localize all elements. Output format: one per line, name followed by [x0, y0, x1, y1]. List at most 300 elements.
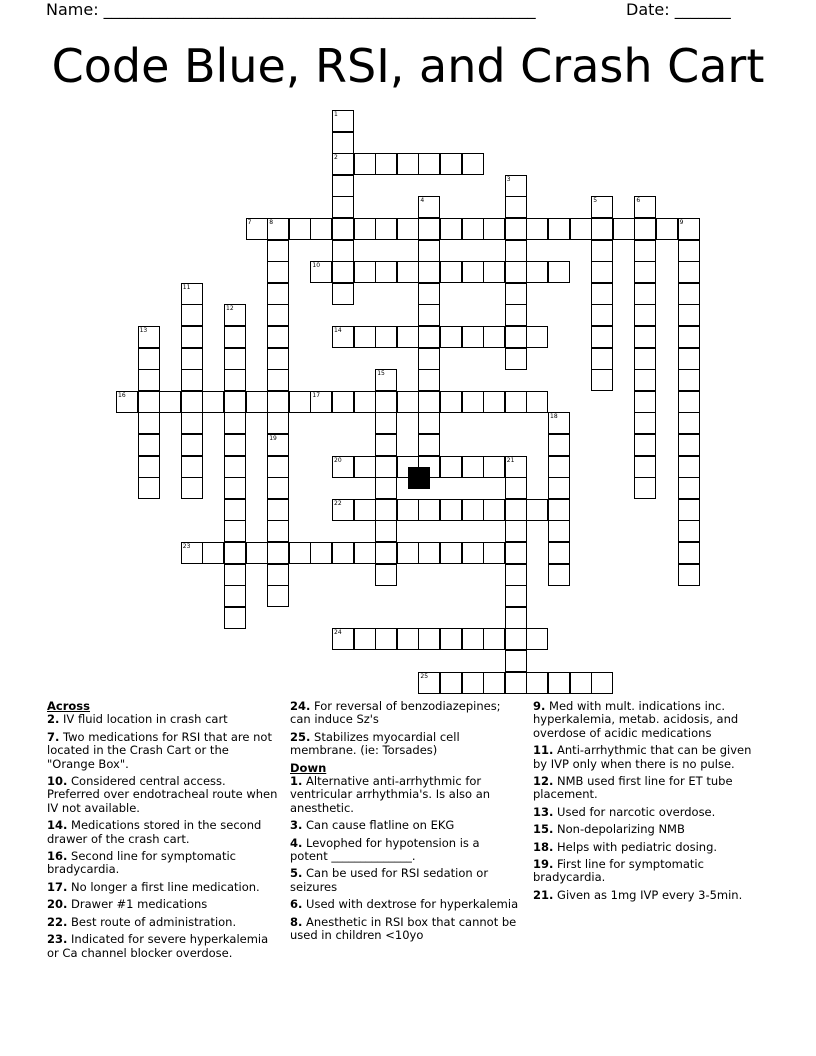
grid-cell[interactable]	[505, 326, 527, 348]
grid-cell[interactable]	[224, 499, 246, 521]
grid-cell[interactable]	[289, 218, 311, 240]
clue-number: 21	[506, 456, 515, 464]
grid-cell[interactable]	[397, 628, 419, 650]
grid-cell[interactable]	[138, 477, 160, 499]
grid-cell[interactable]	[591, 240, 613, 262]
grid-cell[interactable]	[354, 499, 376, 521]
grid-cell[interactable]	[354, 261, 376, 283]
clue-number: 3	[506, 175, 511, 183]
grid-cell[interactable]	[591, 326, 613, 348]
clue-down-12: 12. NMB used first line for ET tube placement.	[533, 774, 733, 802]
grid-cell[interactable]	[332, 456, 354, 478]
clue-number: 9	[679, 219, 684, 226]
grid-cell[interactable]	[678, 434, 700, 456]
grid-cell[interactable]	[548, 434, 570, 456]
grid-cell[interactable]	[267, 542, 289, 564]
clue-down-8: 8. Anesthetic in RSI box that cannot be used in children <10yo	[290, 914, 517, 943]
grid-cell[interactable]	[159, 391, 181, 413]
grid-cell[interactable]	[354, 391, 376, 413]
grid-cell[interactable]	[591, 369, 613, 391]
clue-across-14: 14. Medications stored in the second drawer of the crash cart.	[47, 818, 262, 846]
name-field[interactable]: Name: ______________________________________________________	[46, 0, 536, 19]
grid-cell[interactable]	[397, 391, 419, 413]
grid-cell[interactable]	[483, 628, 505, 650]
grid-cell[interactable]	[678, 456, 700, 478]
grid-cell[interactable]	[570, 218, 592, 240]
grid-cell[interactable]	[310, 218, 332, 240]
grid-cell[interactable]	[289, 542, 311, 564]
grid-cell[interactable]	[483, 499, 505, 521]
clue-number: 1	[334, 111, 338, 118]
clue-down-4: 4. Levophed for hypotension is a potent ______________.	[290, 835, 480, 864]
clue-number: 5	[593, 197, 598, 205]
clues-column-3	[533, 700, 763, 906]
grid-cell[interactable]	[505, 499, 527, 521]
grid-cell[interactable]	[634, 283, 656, 305]
grid-cell[interactable]	[505, 542, 527, 564]
grid-cell[interactable]	[246, 391, 268, 413]
grid-cell[interactable]	[354, 456, 376, 478]
grid-cell[interactable]	[548, 542, 570, 564]
grid-cell[interactable]	[267, 326, 289, 348]
grid-cell[interactable]	[483, 261, 505, 283]
grid-cell[interactable]	[224, 564, 246, 586]
grid-cell[interactable]	[634, 477, 656, 499]
grid-cell[interactable]	[375, 369, 397, 391]
grid-cell[interactable]	[548, 218, 570, 240]
clue-across-7: 7. Two medications for RSI that are not located in the Crash Cart or the "Orange Box".	[47, 729, 272, 771]
grid-cell[interactable]	[138, 434, 160, 456]
grid-cell[interactable]	[332, 391, 354, 413]
grid-cell[interactable]	[678, 477, 700, 499]
grid-cell[interactable]	[505, 456, 527, 478]
grid-cell[interactable]	[418, 283, 440, 305]
grid-cell[interactable]	[116, 391, 138, 413]
grid-cell[interactable]	[634, 348, 656, 370]
grid-cell[interactable]	[181, 326, 203, 348]
grid-cell[interactable]	[418, 348, 440, 370]
grid-cell[interactable]	[224, 412, 246, 434]
grid-cell[interactable]	[375, 542, 397, 564]
grid-cell[interactable]	[678, 369, 700, 391]
grid-cell[interactable]	[526, 391, 548, 413]
clue-down-3: 3. Can cause flatline on EKG	[290, 818, 455, 833]
grid-cell[interactable]	[505, 650, 527, 672]
grid-cell[interactable]	[462, 456, 484, 478]
grid-cell[interactable]	[310, 542, 332, 564]
grid-cell[interactable]	[267, 218, 289, 240]
clue-across-22: 22. Best route of administration.	[47, 914, 237, 929]
grid-cell[interactable]	[224, 326, 246, 348]
grid-cell[interactable]	[462, 261, 484, 283]
grid-cell[interactable]	[267, 304, 289, 326]
grid-cell[interactable]	[181, 434, 203, 456]
grid-cell[interactable]	[634, 434, 656, 456]
grid-cell[interactable]	[354, 326, 376, 348]
grid-cell[interactable]	[505, 672, 527, 694]
grid-cell[interactable]	[375, 153, 397, 175]
grid-cell[interactable]	[375, 477, 397, 499]
clue-number: 2	[334, 154, 338, 162]
clue-across-10: 10. Considered central access. Preferred over endotracheal route when IV not available.	[47, 774, 278, 815]
grid-cell[interactable]	[181, 391, 203, 413]
grid-cell[interactable]	[678, 218, 700, 240]
clue-down-9: 9. Med with mult. indications inc. hyperkalemia, metab. acidosis, and overdose of acidic medications	[533, 699, 739, 740]
grid-cell[interactable]	[548, 477, 570, 499]
clue-down-5: 5. Can be used for RSI sedation or seizures	[290, 866, 489, 894]
grid-cell[interactable]	[440, 542, 462, 564]
grid-cell[interactable]	[332, 175, 354, 197]
grid-cell[interactable]	[332, 283, 354, 305]
grid-cell[interactable]	[526, 672, 548, 694]
clue-number: 6	[636, 197, 641, 205]
grid-cell[interactable]	[267, 369, 289, 391]
clue-number: 22	[334, 499, 342, 507]
grid-cell[interactable]	[267, 261, 289, 283]
down-heading: Down	[290, 760, 327, 775]
grid-cell[interactable]	[418, 542, 440, 564]
grid-cell[interactable]	[332, 240, 354, 262]
grid-cell[interactable]	[505, 175, 527, 197]
clue-number: 24	[334, 629, 342, 637]
grid-cell[interactable]	[224, 520, 246, 542]
clue-number: 4	[420, 197, 425, 205]
grid-cell[interactable]	[267, 456, 289, 478]
grid-cell[interactable]	[224, 304, 246, 326]
clue-number: 20	[334, 456, 342, 464]
grid-cell[interactable]	[267, 477, 289, 499]
grid-cell[interactable]	[375, 564, 397, 586]
clue-across-20: 20. Drawer #1 medications	[47, 897, 208, 912]
grid-cell[interactable]	[505, 261, 527, 283]
grid-cell[interactable]	[267, 434, 289, 456]
clue-number: 10	[312, 262, 321, 270]
grid-cell[interactable]	[138, 369, 160, 391]
grid-cell[interactable]	[332, 326, 354, 348]
grid-cell[interactable]	[656, 218, 678, 240]
grid-cell[interactable]	[548, 412, 570, 434]
grid-cell[interactable]	[440, 628, 462, 650]
grid-cell[interactable]	[332, 542, 354, 564]
grid-cell[interactable]	[505, 240, 527, 262]
clue-number: 25	[420, 672, 429, 680]
grid-cell[interactable]	[267, 564, 289, 586]
grid-cell[interactable]	[375, 326, 397, 348]
grid-cell[interactable]	[138, 456, 160, 478]
grid-cell[interactable]	[181, 369, 203, 391]
clue-down-15: 15. Non-depolarizing NMB	[533, 822, 685, 837]
grid-cell[interactable]	[418, 326, 440, 348]
grid-cell[interactable]	[548, 261, 570, 283]
grid-cell[interactable]	[634, 326, 656, 348]
grid-cell[interactable]	[634, 369, 656, 391]
grid-cell[interactable]	[678, 240, 700, 262]
grid-cell[interactable]	[462, 628, 484, 650]
grid-cell[interactable]	[526, 218, 548, 240]
grid-cell[interactable]	[678, 412, 700, 434]
grid-cell[interactable]	[678, 326, 700, 348]
grid-cell[interactable]	[418, 369, 440, 391]
grid-cell[interactable]	[591, 348, 613, 370]
grid-cell[interactable]	[354, 628, 376, 650]
grid-cell[interactable]	[634, 304, 656, 326]
grid-cell[interactable]	[505, 196, 527, 218]
grid-cell[interactable]	[375, 499, 397, 521]
grid-cell[interactable]	[483, 672, 505, 694]
clue-down-6: 6. Used with dextrose for hyperkalemia	[290, 897, 519, 912]
grid-cell[interactable]	[332, 132, 354, 154]
grid-cell[interactable]	[505, 348, 527, 370]
grid-cell[interactable]	[440, 153, 462, 175]
grid-cell[interactable]	[267, 391, 289, 413]
grid-cell[interactable]	[375, 628, 397, 650]
grid-cell[interactable]	[138, 391, 160, 413]
grid-cell[interactable]	[224, 477, 246, 499]
grid-cell[interactable]	[462, 542, 484, 564]
grid-cell[interactable]	[418, 672, 440, 694]
grid-cell[interactable]	[548, 520, 570, 542]
grid-cell[interactable]	[678, 542, 700, 564]
grid-cell[interactable]	[354, 218, 376, 240]
grid-cell[interactable]	[224, 607, 246, 629]
clue-number: 11	[182, 283, 191, 291]
grid-cell[interactable]	[267, 520, 289, 542]
grid-cell[interactable]	[354, 542, 376, 564]
clue-across-16: 16. Second line for symptomatic bradycardia.	[47, 849, 237, 877]
clue-across-23: 23. Indicated for severe hyperkalemia or Ca channel blocker overdose.	[47, 932, 269, 960]
grid-cell[interactable]	[483, 456, 505, 478]
clue-down-21: 21. Given as 1mg IVP every 3-5min.	[533, 887, 743, 902]
grid-cell[interactable]	[678, 564, 700, 586]
grid-cell[interactable]	[181, 412, 203, 434]
grid-cell[interactable]	[591, 672, 613, 694]
grid-cell[interactable]	[634, 412, 656, 434]
grid-cell[interactable]	[267, 499, 289, 521]
grid-cell[interactable]	[591, 304, 613, 326]
grid-cell[interactable]	[375, 391, 397, 413]
grid-cell[interactable]	[678, 391, 700, 413]
grid-cell[interactable]	[591, 218, 613, 240]
grid-cell[interactable]	[505, 628, 527, 650]
grid-cell[interactable]	[224, 542, 246, 564]
grid-cell[interactable]	[634, 240, 656, 262]
grid-cell[interactable]	[418, 261, 440, 283]
grid-cell[interactable]	[505, 585, 527, 607]
grid-cell[interactable]	[678, 304, 700, 326]
grid-cell[interactable]	[418, 434, 440, 456]
grid-cell[interactable]	[678, 520, 700, 542]
grid-cell[interactable]	[267, 412, 289, 434]
clue-number: 18	[550, 413, 558, 421]
clue-across-25: 25. Stabilizes myocardial cell membrane. (ie: Torsades)	[290, 729, 460, 758]
grid-cell[interactable]	[505, 304, 527, 326]
grid-cell[interactable]	[289, 391, 311, 413]
grid-cell[interactable]	[505, 564, 527, 586]
grid-cell[interactable]	[440, 218, 462, 240]
grid-cell[interactable]	[138, 326, 160, 348]
clue-across-17: 17. No longer a first line medication.	[47, 879, 260, 894]
grid-cell[interactable]	[678, 261, 700, 283]
grid-cell[interactable]	[332, 628, 354, 650]
grid-cell[interactable]	[678, 283, 700, 305]
grid-cell[interactable]	[332, 153, 354, 175]
grid-cell[interactable]	[332, 218, 354, 240]
grid-cell[interactable]	[267, 585, 289, 607]
grid-cell[interactable]	[418, 391, 440, 413]
grid-cell[interactable]	[505, 391, 527, 413]
grid-cell[interactable]	[332, 261, 354, 283]
grid-cell[interactable]	[397, 153, 419, 175]
grid-cell[interactable]	[397, 261, 419, 283]
clue-number: 17	[312, 391, 321, 399]
grid-cell[interactable]	[462, 326, 484, 348]
grid-cell[interactable]	[224, 434, 246, 456]
grid-cell[interactable]	[634, 456, 656, 478]
grid-cell[interactable]	[505, 283, 527, 305]
grid-cell[interactable]	[462, 153, 484, 175]
clues-column-2	[290, 700, 520, 947]
grid-cell[interactable]	[246, 542, 268, 564]
clue-number: 14	[334, 327, 342, 334]
grid-cell[interactable]	[613, 218, 635, 240]
clue-number: 12	[226, 305, 234, 313]
grid-cell[interactable]	[418, 240, 440, 262]
grid-cell[interactable]	[483, 218, 505, 240]
grid-cell[interactable]	[548, 456, 570, 478]
grid-cell[interactable]	[224, 456, 246, 478]
grid-cell[interactable]	[440, 672, 462, 694]
clue-down-19: 19. First line for symptomatic bradycardia.	[533, 857, 704, 885]
grid-cell[interactable]	[375, 520, 397, 542]
grid-cell[interactable]	[505, 607, 527, 629]
grid-cell[interactable]	[375, 412, 397, 434]
grid-cell[interactable]	[375, 218, 397, 240]
grid-cell[interactable]	[138, 412, 160, 434]
grid-cell[interactable]	[418, 218, 440, 240]
clue-down-1: 1. Alternative anti-arrhythmic for ventricular arrhythmia's. Is also an anesthetic.	[290, 774, 491, 815]
grid-cell[interactable]	[440, 326, 462, 348]
grid-cell[interactable]	[181, 477, 203, 499]
grid-cell[interactable]	[591, 196, 613, 218]
grid-cell[interactable]	[138, 348, 160, 370]
grid-cell[interactable]	[418, 304, 440, 326]
grid-cell[interactable]	[224, 391, 246, 413]
grid-cell[interactable]	[397, 326, 419, 348]
grid-cell[interactable]	[418, 412, 440, 434]
grid-cell[interactable]	[526, 261, 548, 283]
grid-cell[interactable]	[181, 348, 203, 370]
grid-cell[interactable]	[202, 542, 224, 564]
grid-cell[interactable]	[332, 499, 354, 521]
grid-cell[interactable]	[332, 196, 354, 218]
grid-cell[interactable]	[397, 499, 419, 521]
grid-cell[interactable]	[181, 304, 203, 326]
grid-cell[interactable]	[440, 499, 462, 521]
grid-cell[interactable]	[548, 672, 570, 694]
date-field[interactable]: Date: _______	[626, 0, 731, 19]
grid-cell[interactable]	[224, 585, 246, 607]
grid-cell[interactable]	[397, 542, 419, 564]
grid-cell[interactable]	[526, 628, 548, 650]
grid-cell[interactable]	[483, 326, 505, 348]
grid-cell[interactable]	[310, 391, 332, 413]
grid-cell[interactable]	[678, 499, 700, 521]
grid-cell[interactable]	[634, 196, 656, 218]
grid-cell[interactable]	[181, 542, 203, 564]
grid-cell[interactable]	[548, 564, 570, 586]
grid-cell[interactable]	[397, 218, 419, 240]
grid-cell[interactable]	[224, 348, 246, 370]
grid-cell[interactable]	[678, 348, 700, 370]
grid-cell[interactable]	[570, 672, 592, 694]
grid-cell[interactable]	[224, 369, 246, 391]
clue-number: 8	[269, 219, 274, 226]
grid-cell[interactable]	[462, 672, 484, 694]
grid-cell[interactable]	[418, 499, 440, 521]
grid-cell[interactable]	[267, 283, 289, 305]
grid-cell[interactable]	[375, 456, 397, 478]
grid-cell[interactable]	[418, 628, 440, 650]
grid-cell[interactable]	[462, 391, 484, 413]
grid-cell[interactable]	[634, 218, 656, 240]
puzzle-title: Code Blue, RSI, and Crash Cart	[51, 39, 765, 93]
clue-number: 7	[247, 219, 252, 226]
grid-cell[interactable]	[505, 520, 527, 542]
grid-cell[interactable]	[267, 240, 289, 262]
grid-cell[interactable]	[418, 196, 440, 218]
clue-across-2: 2. IV fluid location in crash cart	[47, 712, 228, 727]
grid-cell[interactable]	[440, 391, 462, 413]
grid-cell[interactable]	[202, 391, 224, 413]
grid-cell[interactable]	[418, 153, 440, 175]
grid-cell[interactable]	[483, 542, 505, 564]
grid-cell[interactable]	[548, 499, 570, 521]
across-heading: Across	[47, 699, 90, 713]
grid-cell[interactable]	[310, 261, 332, 283]
grid-cell[interactable]	[462, 499, 484, 521]
clues-column-1	[47, 700, 279, 964]
clue-number: 23	[182, 543, 191, 550]
grid-cell[interactable]	[440, 261, 462, 283]
clue-across-24: 24. For reversal of benzodiazepines; can induce Sz's	[290, 699, 501, 727]
grid-cell[interactable]	[440, 456, 462, 478]
grid-cell[interactable]	[505, 218, 527, 240]
grid-cell[interactable]	[375, 434, 397, 456]
clue-number: 19	[269, 435, 277, 442]
grid-cell[interactable]	[267, 348, 289, 370]
grid-cell[interactable]	[354, 153, 376, 175]
grid-cell[interactable]	[505, 477, 527, 499]
clue-down-18: 18. Helps with pediatric dosing.	[533, 839, 718, 854]
grid-cell[interactable]	[526, 499, 548, 521]
grid-cell[interactable]	[634, 261, 656, 283]
grid-cell[interactable]	[246, 218, 268, 240]
grid-cell[interactable]	[591, 283, 613, 305]
grid-cell[interactable]	[591, 261, 613, 283]
grid-cell[interactable]	[483, 391, 505, 413]
grid-cell[interactable]	[332, 110, 354, 132]
grid-cell[interactable]	[526, 326, 548, 348]
grid-cell[interactable]	[181, 283, 203, 305]
clue-number: 13	[139, 327, 148, 334]
clue-number: 16	[118, 391, 126, 399]
grid-cell[interactable]	[181, 456, 203, 478]
grid-cell[interactable]	[375, 261, 397, 283]
grid-cell[interactable]	[462, 218, 484, 240]
grid-cell[interactable]	[634, 391, 656, 413]
clue-down-13: 13. Used for narcotic overdose.	[533, 804, 716, 819]
clue-number: 15	[377, 370, 385, 378]
